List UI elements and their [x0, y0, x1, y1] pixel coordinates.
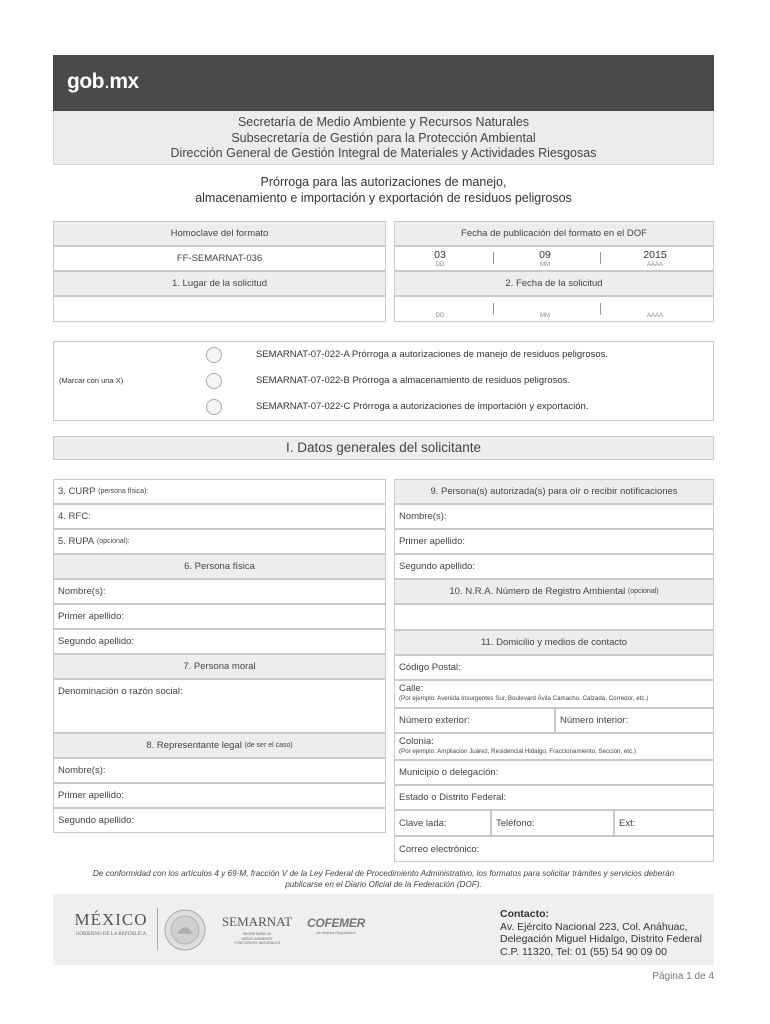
curp-field[interactable] [53, 479, 386, 504]
representante-label: 8. Representante legal [146, 740, 242, 751]
nra-title [394, 579, 714, 604]
fecha-dd-label: DD [435, 313, 445, 319]
codigo-postal-field[interactable]: Código Postal: [394, 655, 714, 680]
aut-segundo-apellido-field[interactable]: Segundo apellido: [394, 554, 714, 579]
domicilio-title: 11. Domicilio y medios de contacto [394, 630, 714, 655]
dof-date [394, 246, 714, 271]
clave-lada-field[interactable]: Clave lada: [394, 810, 491, 836]
rep-nombres-field[interactable]: Nombre(s): [53, 758, 386, 783]
agency-line-3: Dirección General de Gestión Integral de Materiales y Actividades Riesgosas [170, 146, 597, 160]
pf-segundo-apellido-field[interactable]: Segundo apellido: [53, 629, 386, 654]
section-1-title: I. Datos generales del solicitante [53, 436, 714, 460]
rep-segundo-apellido-field[interactable]: Segundo apellido: [53, 808, 386, 833]
dof-dd-label: DD [435, 262, 445, 268]
radio-option-a[interactable] [206, 347, 222, 363]
header-bar [53, 55, 714, 111]
radio-option-b[interactable] [206, 373, 222, 389]
dof-month: 09 [539, 249, 551, 261]
lugar-input[interactable] [53, 296, 386, 322]
form-title-line-1: Prórroga para las autorizaciones de manejo, [260, 175, 507, 189]
representante-note: (de ser el caso) [244, 742, 293, 749]
contact-block [500, 908, 702, 958]
legal-note-line-1: De conformidad con los artículos 4 y 69-M, fracción V de la Ley Federal de Procedimiento Administrativo, los formatos para solicitar trámites y servicios deberán [92, 869, 675, 878]
nra-input[interactable] [394, 604, 714, 630]
dof-mm-label: MM [540, 262, 550, 268]
cofemer-sub: de Mejora Regulatoria [316, 930, 356, 935]
pf-primer-apellido-field[interactable]: Primer apellido: [53, 604, 386, 629]
dof-aaaa-label: AAAA [646, 262, 663, 268]
razon-social-field[interactable]: Denominación o razón social: [53, 679, 386, 733]
fecha-mm-label: MM [540, 313, 550, 319]
estado-field[interactable]: Estado o Distrito Federal: [394, 785, 714, 810]
cofemer-logo [305, 916, 367, 935]
rupa-label: 5. RUPA [58, 536, 95, 547]
semarnat-sub-2: MEDIO AMBIENTE [241, 936, 273, 941]
nra-note: (opcional) [627, 588, 659, 595]
numero-exterior-field[interactable]: Número exterior: [394, 708, 555, 733]
fecha-label: 2. Fecha de la solicitud [394, 271, 714, 296]
footer [53, 894, 714, 965]
persona-fisica-title: 6. Persona física [53, 554, 386, 579]
municipio-field[interactable]: Municipio o delegación: [394, 760, 714, 785]
dof-label: Fecha de publicación del formato en el DOF [394, 221, 714, 246]
extension-field[interactable]: Ext: [614, 810, 714, 836]
rupa-note: (opcional): [96, 538, 130, 545]
coat-of-arms-icon [163, 908, 207, 952]
mexico-logo [71, 910, 151, 937]
autorizadas-title: 9. Persona(s) autorizada(s) para oír o recibir notificaciones [394, 479, 714, 504]
legal-note [53, 868, 714, 890]
correo-field[interactable]: Correo electrónico: [394, 836, 714, 862]
semarnat-sub-3: Y RECURSOS NATURALES [234, 941, 280, 945]
page-number: Página 1 de 4 [652, 971, 714, 982]
lugar-label: 1. Lugar de la solicitud [53, 271, 386, 296]
aut-primer-apellido-field[interactable]: Primer apellido: [394, 529, 714, 554]
colonia-label: Colonia: [399, 735, 434, 747]
contact-line-2: Delegación Miguel Hidalgo, Distrito Federal [500, 933, 702, 945]
option-b-label: SEMARNAT-07-022-B Prórroga a almacenamiento de residuos peligrosos. [256, 375, 571, 386]
mexico-wordmark: MÉXICO [74, 910, 148, 929]
date-separator [493, 303, 494, 315]
homoclave-value: FF-SEMARNAT-036 [53, 246, 386, 271]
contact-title: Contacto: [500, 908, 549, 920]
contact-line-3: C.P. 11320, Tel: 01 (55) 54 90 09 00 [500, 945, 667, 958]
agency-line-1: Secretaría de Medio Ambiente y Recursos Naturales [237, 115, 530, 129]
aut-nombres-field[interactable]: Nombre(s): [394, 504, 714, 529]
contact-line-1: Av. Ejército Nacional 223, Col. Anáhuac, [500, 920, 688, 933]
gob-mx-logo: gob.mx [67, 70, 139, 93]
persona-moral-title: 7. Persona moral [53, 654, 386, 679]
calle-note: (Por ejemplo: Avenida Insurgentes Sur, Boulevard Ávila Camacho, Calzada, Corredor, etc.) [399, 695, 649, 702]
semarnat-sub-1: SECRETARÍA DE [242, 932, 272, 936]
option-c-label: SEMARNAT-07-022-C Prórroga a autorizaciones de importación y exportación. [256, 401, 589, 412]
pf-nombres-field[interactable]: Nombre(s): [53, 579, 386, 604]
fecha-input[interactable] [394, 296, 714, 322]
date-separator [600, 303, 601, 315]
cofemer-wordmark: COFEMER [307, 916, 365, 930]
mark-instruction: (Marcar con una X) [59, 376, 124, 385]
telefono-field[interactable]: Teléfono: [491, 810, 614, 836]
option-a-label: SEMARNAT-07-022-A Prórroga a autorizaciones de manejo de residuos peligrosos. [256, 349, 609, 360]
gobierno-wordmark: GOBIERNO DE LA REPÚBLICA [75, 932, 147, 937]
colonia-field[interactable] [394, 733, 714, 760]
curp-label: 3. CURP [58, 486, 96, 497]
calle-field[interactable] [394, 680, 714, 708]
representante-title [53, 733, 386, 758]
date-separator [493, 252, 494, 264]
colonia-note: (Por ejemplo: Ampliación Juárez, Residencial Hidalgo, Fraccionamiento, Sección, etc.) [399, 747, 636, 755]
radio-option-c[interactable] [206, 399, 222, 415]
rep-primer-apellido-field[interactable]: Primer apellido: [53, 783, 386, 808]
rupa-field[interactable] [53, 529, 386, 554]
semarnat-logo [219, 914, 295, 946]
date-separator [600, 252, 601, 264]
agency-line-2: Subsecretaría de Gestión para la Protección Ambiental [231, 130, 536, 145]
nra-label: 10. N.R.A. Número de Registro Ambiental [449, 586, 626, 597]
curp-note: (persona física): [98, 488, 149, 495]
homoclave-label: Homoclave del formato [53, 221, 386, 246]
form-title-line-2: almacenamiento e importación y exportación de residuos peligrosos [195, 191, 572, 205]
form-title [53, 174, 714, 206]
rfc-field[interactable]: 4. RFC: [53, 504, 386, 529]
agency-block [53, 111, 714, 165]
calle-label: Calle: [399, 683, 424, 694]
fecha-aaaa-label: AAAA [646, 313, 663, 319]
numero-interior-field[interactable]: Número interior: [555, 708, 714, 733]
dof-day: 03 [434, 249, 446, 261]
semarnat-wordmark: SEMARNAT [221, 914, 293, 929]
legal-note-line-2: publicarse en el Diario Oficial de la Federación (DOF). [285, 880, 482, 889]
dof-year: 2015 [643, 249, 667, 261]
footer-divider [157, 908, 158, 950]
options-box [53, 341, 714, 421]
